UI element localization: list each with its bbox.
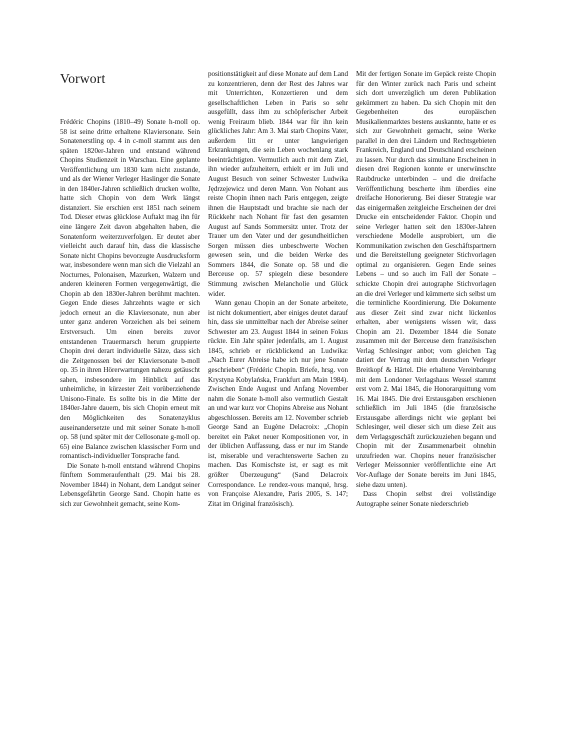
paragraph: Dass Chopin selbst drei vollständige Autographe seiner Sonate niederschrieb — [356, 490, 496, 508]
paragraph: Frédéric Chopins (1810–49) Sonate h-moll op. 58 ist seine dritte erhaltene Klaviersonate. Sein Sonatenerstling op. 4 in c-moll stammt aus den späten 1820er-Jahren und entstand während Chopins Studienzeit in Warschau. Eine geplante Veröffentlichung um 1830 kam nicht zustande, und als der Wiener Verleger Haslinger die Sonate in den 1840er-Jahren schließlich drucken wollte, hatte sich Chopin von dem Werk längst distanziert. Sie erschien erst 1851 nach seinem Tod. Dieser etwas glücklose Auftakt mag ihn für eine längere Zeit davon abgehalten haben, die Sonatenform weiterzuverfolgen. Er deutet aber vielleicht auch darauf hin, dass die klassische Sonate nicht Chopins bevorzugte Ausdrucksform war, insbesondere wenn man sich die Vielzahl an Nocturnes, Polonaisen, Mazurken, Walzern und anderen kleineren Formen vergegenwärtigt, die Chopin ab den 1830er-Jahren berühmt machten. Gegen Ende dieses Jahrzehnts wagte er sich jedoch erneut an die Klaviersonate, nun aber unter ganz anderen Vorzeichen als bei seinem Erstversuch. Um einen bereits zuvor entstandenen Trauermarsch herum gruppierte Chopin drei derart individuelle Sätze, dass sich die Zeitgenossen bei der Klaviersonate b-moll op. 35 in ihren Hörerwartungen nahezu getäuscht sahen, insbesondere im Hinblick auf das unheimliche, in kürzester Zeit vorüberziehende Unisono-Finale. Es sollte bis in die Mitte der 1840er-Jahre dauern, bis sich Chopin erneut mit den Möglichkeiten des Sonatenzyklus auseinandersetzte und mit seiner Sonate h-moll op. 58 (und später mit der Cellosonate g-moll op. 65) eine Balance zwischen klassischer Form und romantisch-individueller Tonsprache fand. — [60, 118, 200, 461]
paragraph: Wann genau Chopin an der Sonate arbeitete, ist nicht dokumentiert, aber einiges deutet darauf hin, dass sie unmittelbar nach der Abreise seiner Schwester am 23. August 1844 in seinen Fokus rückte. Ein Jahr später jedenfalls, am 1. August 1845, schrieb er rückblickend an Ludwika: „Nach Eurer Abreise habe ich nur jene Sonate geschrieben“ (Frédéric Chopin. Briefe, hrsg. von Krystyna Kobylańska, Frankfurt am Main 1984). Zwischen Ende August und Anfang November nahm die Sonate h-moll also vermutlich Gestalt an und war kurz vor Chopins Abreise aus Nohant abgeschlossen. Bereits am 12. November schrieb George Sand an Eugène Delacroix: „Chopin bereitet ein Paket neuer Kompositionen vor, in der üblichen Auffassung, dass er nur im Stande ist, miserable und verachtenswerte Sachen zu machen. Das Komischste ist, er sagt es mit größter Überzeugung“ (Sand Delacroix Correspondance. Le rendez-vous manqué, hrsg. von Françoise Alexandre, Paris 2005, S. 147; Zitat im Original französisch). — [208, 299, 348, 508]
paragraph: positionstätigkeit auf diese Monate auf dem Land zu konzentrieren, denn der Rest des Jahres war mit Unterrichten, Konzertieren und dem gesellschaftlichen Leben in Paris so sehr ausgefüllt, dass ihm zu schöpferischer Arbeit wenig Freiraum blieb. 1844 war für ihn kein glückliches Jahr: Am 3. Mai starb Chopins Vater, außerdem litt er unter langwierigen Erkrankungen, die sein Leben wochenlang stark beeinträchtigten. Vermutlich auch mit dem Ziel, ihn wieder aufzuheitern, erhielt er im Juli und August Besuch von seiner Schwester Ludwika Jędrzejewicz und deren Mann. Von Nohant aus reiste Chopin ihnen nach Paris entgegen, zeigte ihnen die Hauptstadt und brachte sie nach der Rückkehr nach Nohant für fast den gesamten August auf Sands Sommersitz unter. Trotz der Trauer um den Vater und der gesundheitlichen Sorgen müssen dies unbeschwerte Wochen gewesen sein, und die beiden Werke des Sommers 1844, die Sonate op. 58 und die Berceuse op. 57 spiegeln diese besondere Stimmung zwischen Melancholie und Glück wider. — [208, 70, 348, 298]
page-title: Vorwort — [60, 71, 106, 86]
paragraph: Die Sonate h-moll entstand während Chopins fünftem Sommeraufenthalt (29. Mai bis 28. November 1844) in Nohant, dem Landgut seiner Lebensgefährtin George Sand. Chopin hatte es sich zur Gewohnheit gemacht, seine Kom- — [60, 461, 200, 508]
text-column-3 — [356, 70, 496, 509]
text-column-2 — [208, 70, 348, 509]
text-column-1 — [60, 118, 200, 509]
paragraph: Mit der fertigen Sonate im Gepäck reiste Chopin für den Winter zurück nach Paris und scheint sich dort unverzüglich um deren Publikation gekümmert zu haben. Da sich Chopin mit den Gegebenheiten des europäischen Musikalienmarktes bestens auskannte, hatte er es sich zur Gewohnheit gemacht, seine Werke parallel in den drei Ländern und Rechtsgebieten Frankreich, England und Deutschland erscheinen zu lassen. Nur durch das simultane Erscheinen in diesen drei Regionen konnte er unerwünschte Raubdrucke unterbinden – und die dreifache Veröffentlichung bescherte ihm überdies eine dreifache Honorierung. Bei dieser Strategie war das einigermaßen zeitgleiche Erscheinen der drei Drucke ein entscheidender Faktor. Chopin und seine Verleger hatten seit den 1830er-Jahren verschiedene Modelle ausprobiert, um die Kommunikation zwischen den Geschäftspartnern und die Bereitstellung geeigneter Stichvorlagen optimal zu organisieren. Gegen Ende seines Lebens – und so auch im Fall der Sonate – schickte Chopin drei autographe Stichvorlagen an die drei Verleger und kümmerte sich selbst um die terminliche Koordinierung. Die Dokumente aus dieser Zeit sind zwar nicht lückenlos erhalten, aber wenigstens wissen wir, dass Chopin am 21. Dezember 1844 die Sonate zusammen mit der Berceuse dem französischen Verlag Schlesinger anbot; vom gleichen Tag datiert der Vertrag mit dem deutschen Verleger Breitkopf & Härtel. Die erhaltene Vereinbarung mit dem Londoner Verlagshaus Wessel stammt erst vom 2. Mai 1845, die Honorarquittung vom 16. Mai 1845. Die drei Erstausgaben erschienen schließlich im Juli 1845 (die französische Erstausgabe allerdings nicht wie geplant bei Schlesinger, weil dieser sich um diese Zeit aus dem Verlagsgeschäft zurückzuziehen begann und Chopin mit der Zusammenarbeit ohnehin unzufrieden war. Chopins neuer französischer Verleger Meissonnier veröffentlichte eine Art Vor-Auflage der Sonate bereits im Juni 1845, siehe dazu unten). — [356, 70, 496, 489]
